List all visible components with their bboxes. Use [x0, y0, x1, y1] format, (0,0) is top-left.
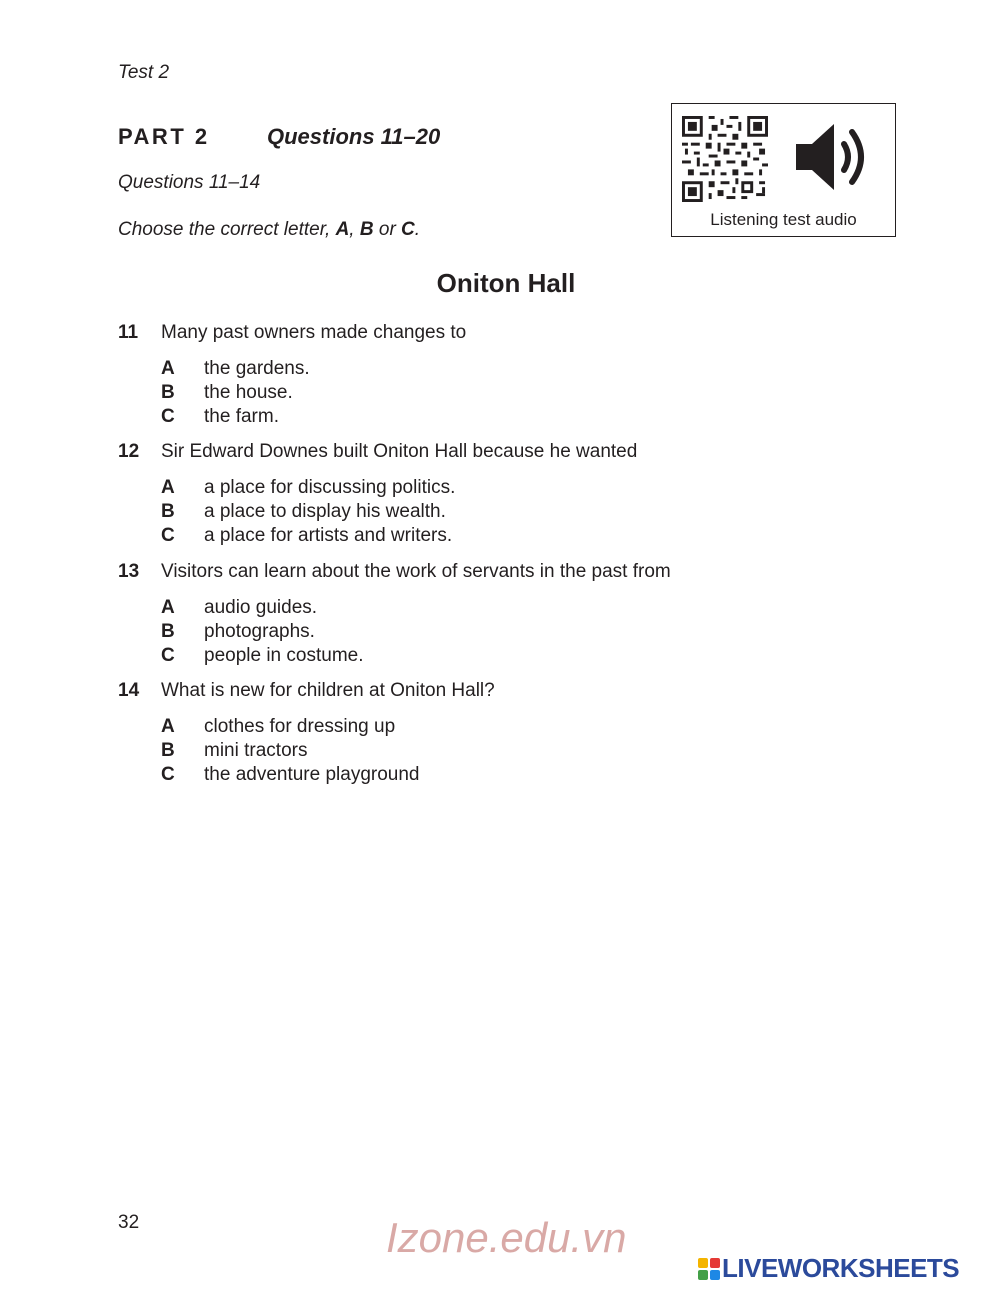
questions-range: Questions 11–20: [267, 124, 441, 149]
option-letter: B: [161, 740, 175, 761]
part-heading: PART 2: [118, 124, 210, 149]
option-text: the gardens.: [204, 358, 310, 379]
section-title: Oniton Hall: [436, 268, 576, 298]
question-text: Sir Edward Downes built Oniton Hall because he wanted: [161, 441, 638, 462]
option-letter: A: [161, 597, 175, 618]
option-text: a place for artists and writers.: [204, 525, 453, 546]
option-letter: B: [161, 501, 175, 522]
brand-text: LIVEWORKSHEETS: [722, 1253, 960, 1283]
option-text: clothes for dressing up: [204, 716, 396, 737]
option-letter: A: [161, 358, 175, 379]
instruction: Choose the correct letter, A, B or C.: [118, 219, 421, 240]
option-text: a place for discussing politics.: [204, 477, 456, 498]
option-text: the farm.: [204, 406, 279, 427]
liveworksheets-brand[interactable]: [698, 1255, 998, 1285]
audio-caption: Listening test audio: [710, 210, 857, 229]
watermark: Izone.edu.vn: [386, 1214, 627, 1261]
audio-box[interactable]: [671, 103, 896, 237]
option-letter: C: [161, 645, 175, 666]
question-text: Visitors can learn about the work of servants in the past from: [161, 561, 671, 582]
question-text: Many past owners made changes to: [161, 322, 467, 343]
option-letter: C: [161, 764, 175, 785]
option-text: people in costume.: [204, 645, 364, 666]
option-text: a place to display his wealth.: [204, 501, 446, 522]
page-number: 32: [118, 1212, 140, 1233]
qr-code-icon[interactable]: [682, 116, 768, 202]
option-letter: B: [161, 382, 175, 403]
liveworksheets-logo-icon: [698, 1258, 720, 1280]
option-letter: C: [161, 525, 175, 546]
question-number: 13: [118, 561, 140, 582]
speaker-icon[interactable]: [794, 120, 872, 194]
option-text: mini tractors: [204, 740, 308, 761]
question-text: What is new for children at Oniton Hall?: [161, 680, 495, 701]
question-number: 12: [118, 441, 140, 462]
test-label: Test 2: [118, 62, 170, 83]
option-text: the house.: [204, 382, 293, 403]
option-letter: A: [161, 716, 175, 737]
option-letter: B: [161, 621, 175, 642]
option-text: the adventure playground: [204, 764, 420, 785]
question-number: 11: [118, 322, 139, 343]
option-text: audio guides.: [204, 597, 318, 618]
questions-subrange: Questions 11–14: [118, 172, 261, 193]
option-letter: C: [161, 406, 175, 427]
option-text: photographs.: [204, 621, 315, 642]
question-number: 14: [118, 680, 140, 701]
option-letter: A: [161, 477, 175, 498]
